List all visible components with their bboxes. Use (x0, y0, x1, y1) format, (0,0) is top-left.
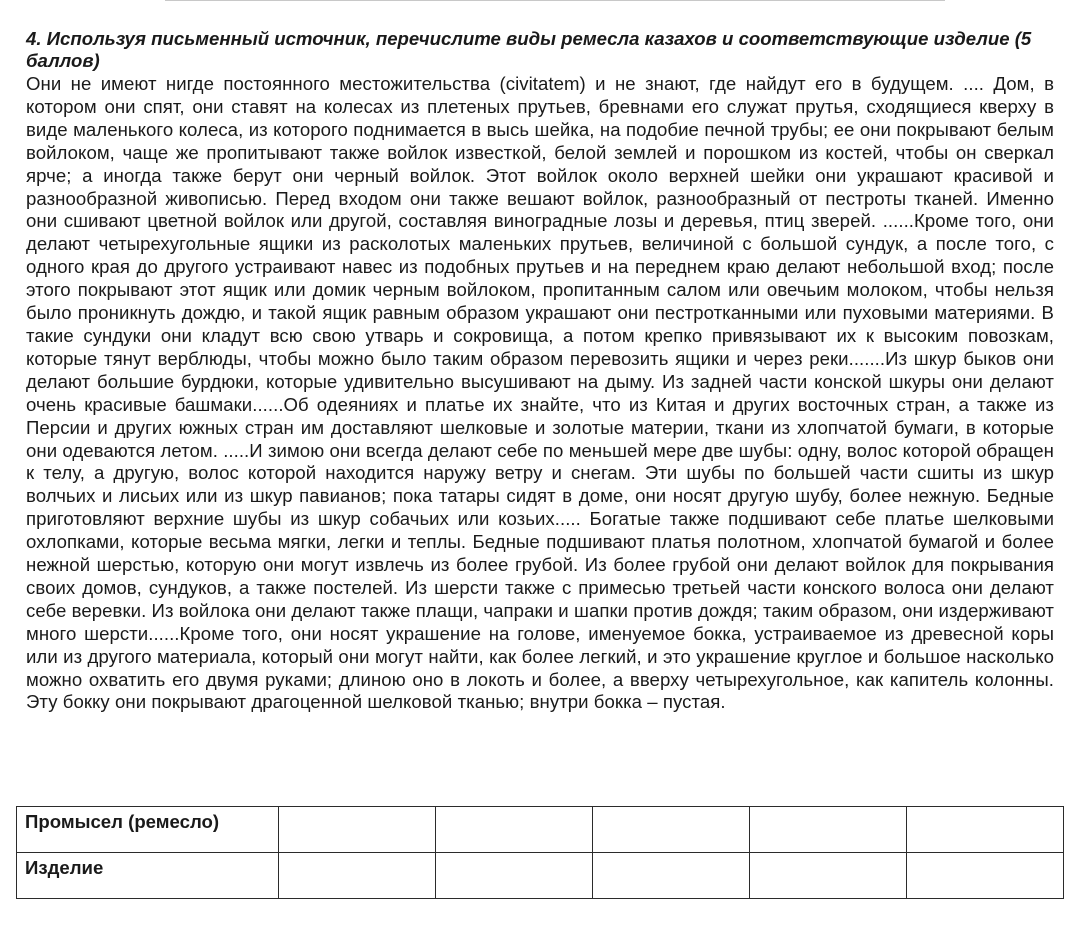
answer-cell[interactable] (436, 853, 593, 899)
answer-table (16, 806, 1064, 899)
table-row-product (17, 853, 1064, 899)
answer-cell[interactable] (750, 853, 907, 899)
answer-cell[interactable] (907, 807, 1064, 853)
answer-cell[interactable] (907, 853, 1064, 899)
top-divider (165, 0, 945, 1)
answer-cell[interactable] (593, 807, 750, 853)
question-title: 4. Используя письменный источник, перечислите виды ремесла казахов и соответствующие изделие (5 баллов) (26, 28, 1032, 71)
answer-cell[interactable] (593, 853, 750, 899)
table-row-craft (17, 807, 1064, 853)
row-label-craft: Промысел (ремесло) (17, 807, 279, 853)
answer-cell[interactable] (279, 807, 436, 853)
answer-cell[interactable] (436, 807, 593, 853)
source-text: Они не имеют нигде постоянного местожительства (civitatem) и не знают, где найдут его в будущем. .... Дом, в котором они спят, они ставят на колесах из плетеных прутьев, бревнами его служат прутья, сходящиеся кверху в виде маленького колеса, из которого поднимается в высь шейка, на подобие печной трубы; ее они покрывают белым войлоком, чаще же пропитывают также войлок известкой, белой землей и порошком из костей, чтобы он сверкал ярче; а иногда также берут они черный войлок. Этот войлок около верхней шейки они украшают красивой и разнообразной живописью. Перед входом они также вешают войлок, разнообразный от пестроты тканей. Именно они сшивают цветной войлок или другой, составляя виноградные лозы и деревья, птиц зверей. ......Кроме того, они делают четырехугольные ящики из расколотых маленьких прутьев, величиной с большой сундук, а после того, с одного края до другого устраивают навес из подобных прутьев и на переднем краю делают небольшой вход; после этого покрывают этот ящик или домик черным войлоком, пропитанным салом или овечьим молоком, чтобы нельзя было проникнуть дождю, и такой ящик равным образом украшают они пестротканными или пуховыми материями. В такие сундуки они кладут всю свою утварь и сокровища, а потом крепко привязывают их к высоким повозкам, которые тянут верблюды, чтобы можно было таким образом перевозить ящики и через реки.......Из шкур быков они делают большие бурдюки, которые удивительно высушивают на дыму. Из задней части конской шкуры они делают очень красивые башмаки......Об одеяниях и платье их знайте, что из Китая и других восточных стран, а также из Персии и других южных стран им доставляют шелковые и золотые материи, ткани из хлопчатой бумаги, в которые они одеваются летом. .....И зимою они всегда делают себе по меньшей мере две шубы: одну, волос которой обращен к телу, а другую, волос которой находится наружу ветру и снегам. Эти шубы по большей части сшиты из шкур волчьих и лисьих или из шкур павианов; пока татары сидят в доме, они носят другую шубу, более нежную. Бедные приготовляют верхние шубы из шкур собачьих или козьих..... Богатые также подшивают себе платье шелковыми охлопками, которые весьма мягки, легки и теплы. Бедные подшивают платья полотном, хлопчатой бумагой и более нежной шерстью, которую они могут извлечь из более грубой. Из более грубой они делают войлок для покрывания своих домов, сундуков, а также постелей. Из шерсти также с примесью третьей части конского волоса они делают себе веревки. Из войлока они делают также плащи, чапраки и шапки против дождя; таким образом, они издерживают много шерсти......Кроме того, они носят украшение на голове, именуемое бокка, устраиваемое из древесной коры или из другого материала, который они могут найти, как более легкий, и это украшение круглое и большое насколько можно охватить его двумя руками; длиною оно в локоть и более, а вверху четырехугольное, как капитель колонны. Эту бокку они покрывают драгоценной шелковой тканью; внутри бокка – пустая. (26, 73, 1054, 713)
answer-cell[interactable] (750, 807, 907, 853)
row-label-product: Изделие (17, 853, 279, 899)
answer-cell[interactable] (279, 853, 436, 899)
